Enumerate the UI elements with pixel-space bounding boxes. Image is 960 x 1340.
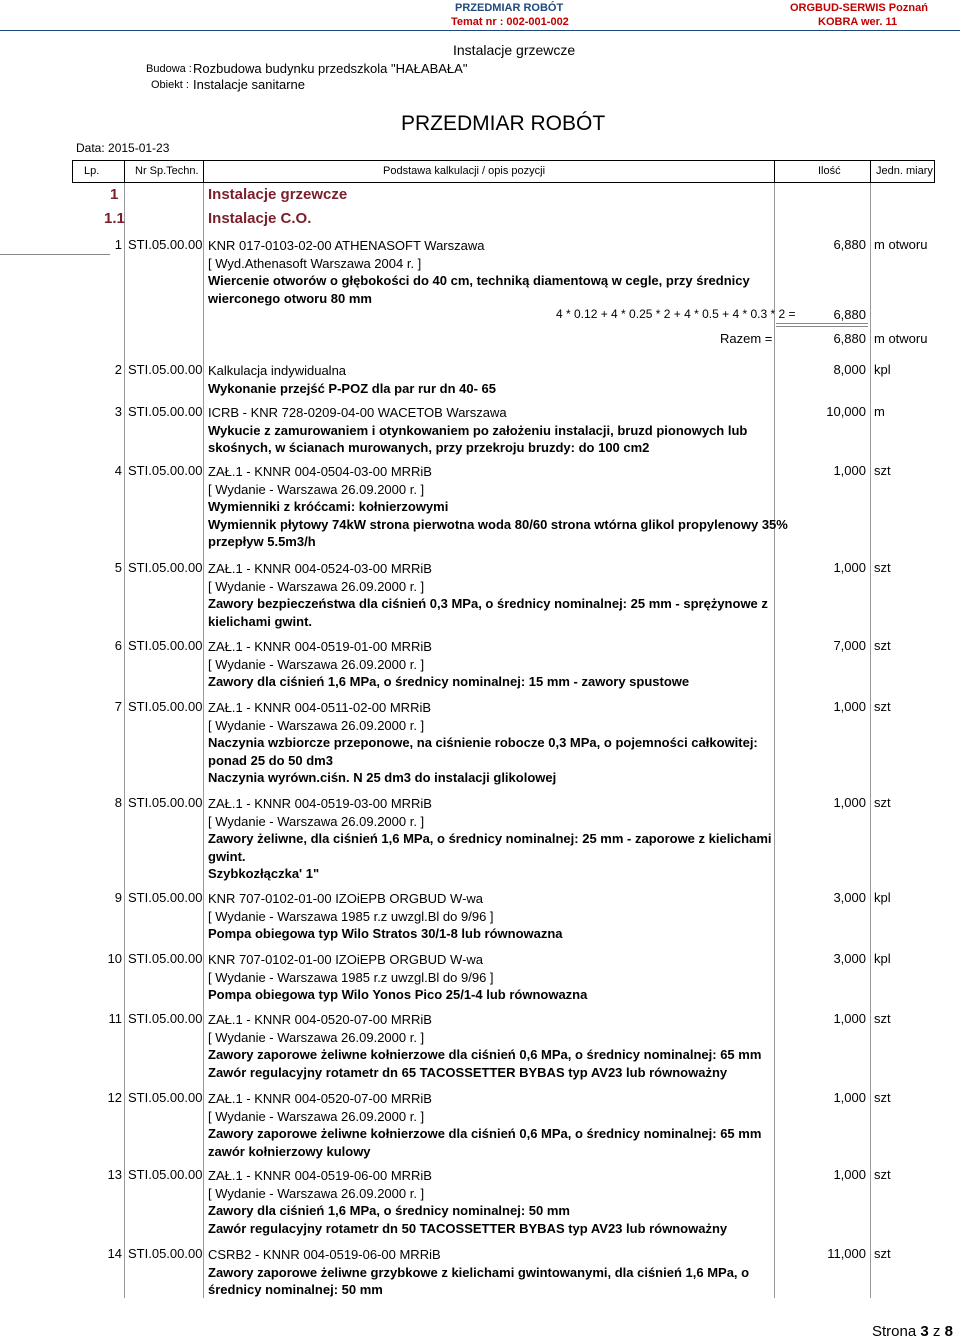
description-line: skośnych, w ścianach murowanych, przy przekroju bruzdy: do 100 cm2 — [208, 440, 650, 455]
item-description — [208, 951, 587, 1004]
item-description — [208, 1246, 749, 1299]
item-lp: 4 — [114, 463, 122, 478]
description-line: Kalkulacja indywidualna — [208, 363, 347, 378]
item-nr: STI.05.00.00 — [128, 951, 203, 966]
header-subject: Temat nr : 002-001-002 — [451, 16, 569, 28]
description-line: [ Wydanie - Warszawa 26.09.2000 r. ] — [208, 481, 425, 497]
description-line: [ Wydanie - Warszawa 26.09.2000 r. ] — [208, 1185, 425, 1201]
item-nr: STI.05.00.00 — [128, 404, 203, 419]
description-line: ICRB - KNR 728-0209-04-00 WACETOB Warszawa — [208, 405, 507, 420]
item-lp: 10 — [107, 951, 122, 966]
table-header-border — [72, 182, 934, 183]
col-lp-header: Lp. — [84, 165, 100, 177]
description-line: [ Wydanie - Warszawa 26.09.2000 r. ] — [208, 1029, 425, 1045]
description-line: CSRB2 - KNNR 004-0519-06-00 MRRiB — [208, 1247, 441, 1262]
calc-formula-value: 6,880 — [833, 307, 866, 322]
col-desc-header: Podstawa kalkulacji / opis pozycji — [383, 165, 546, 177]
item-description: KNR 017-0103-02-00 ATHENASOFT Warszawa [ Wyd.Athenasoft Warszawa 2004 r. ] Wiercenie otworów o głębokości do 40 cm, techniką diamentową w cegle, przy średnicy wierconego otworu 80 mm — [208, 238, 750, 306]
description-line: [ Wydanie - Warszawa 1985 r.z uwzgl.Bl do 9/96 ] — [208, 908, 494, 924]
description-line: Zawory zaporowe żeliwne grzybkowe z kielichami gwintowanymi, dla ciśnień 1,6 MPa, o — [208, 1264, 750, 1280]
description-line: ponad 25 do 50 dm3 — [208, 752, 333, 768]
description-line: [ Wydanie - Warszawa 26.09.2000 r. ] — [208, 656, 425, 672]
budowa-value: Rozbudowa budynku przedszkola "HAŁABAŁA" — [193, 61, 468, 76]
item-unit: szt — [874, 638, 891, 653]
item-unit: szt — [874, 1011, 891, 1026]
description-line: KNR 707-0102-01-00 IZOiEPB ORGBUD W-wa — [208, 891, 484, 906]
item-lp: 1 — [114, 237, 122, 252]
date: Data: 2015-01-23 — [76, 141, 170, 155]
item-nr: STI.05.00.00 — [128, 560, 203, 575]
item-quantity: 7,000 — [833, 638, 866, 653]
item-unit: szt — [874, 795, 891, 810]
description-line: [ Wydanie - Warszawa 26.09.2000 r. ] — [208, 1108, 425, 1124]
description-line: Zawory dla ciśnień 1,6 MPa, o średnicy nominalnej: 15 mm - zawory spustowe — [208, 674, 690, 689]
item-description — [208, 560, 768, 630]
header-divider — [0, 30, 960, 31]
description-line: [ Wydanie - Warszawa 26.09.2000 r. ] — [208, 578, 425, 594]
description-line: Zawór regulacyjny rotametr dn 65 TACOSSETTER BYBAS typ AV23 lub równoważny — [208, 1064, 728, 1080]
description-line: ZAŁ.1 - KNNR 004-0520-07-00 MRRiB — [208, 1012, 432, 1027]
item-lp: 12 — [107, 1090, 122, 1105]
description-line: ZAŁ.1 - KNNR 004-0519-06-00 MRRiB — [208, 1168, 432, 1183]
description-line: [ Wydanie - Warszawa 26.09.2000 r. ] — [208, 813, 425, 829]
description-line: Pompa obiegowa typ Wilo Stratos 30/1-8 lub równowazna — [208, 926, 563, 941]
item-unit: kpl — [874, 890, 891, 905]
razem-unit: m otworu — [874, 331, 928, 346]
subchapter-title: Instalacje C.O. — [208, 210, 312, 227]
item-nr: STI.05.00.00 — [128, 1167, 203, 1182]
obiekt-label: Obiekt : — [151, 79, 189, 91]
item-unit: kpl — [874, 951, 891, 966]
table-top-border — [72, 160, 934, 161]
item-lp: 11 — [108, 1011, 122, 1026]
item-lp: 8 — [114, 795, 122, 810]
item-unit: szt — [874, 463, 891, 478]
item-lp: 9 — [114, 890, 122, 905]
item-unit: szt — [874, 1167, 891, 1182]
item-unit: kpl — [874, 362, 891, 377]
header-company: ORGBUD-SERWIS Poznań — [790, 2, 928, 14]
item-lp: 14 — [107, 1246, 122, 1261]
description-line: [ Wydanie - Warszawa 26.09.2000 r. ] — [208, 717, 425, 733]
main-title: PRZEDMIAR ROBÓT — [401, 112, 606, 135]
item-quantity: 8,000 — [833, 362, 866, 377]
description-line: Wymienniki z króćcami: kołnierzowymi — [208, 499, 449, 514]
description-line: [ Wydanie - Warszawa 1985 r.z uwzgl.Bl do 9/96 ] — [208, 969, 494, 985]
chapter-title: Instalacje grzewcze — [208, 186, 348, 203]
item-description — [208, 1011, 761, 1081]
item-lp: 13 — [107, 1167, 122, 1182]
item-quantity: 11,000 — [827, 1246, 866, 1261]
description-line: Naczynia wyrówn.ciśn. N 25 dm3 do instalacji glikolowej — [208, 770, 557, 785]
description-line: Wykucie z zamurowaniem i otynkowaniem po założeniu instalacji, bruzd pionowych lub — [208, 422, 748, 438]
item-description — [208, 699, 758, 787]
item-quantity: 1,000 — [833, 560, 866, 575]
description-line: ZAŁ.1 - KNNR 004-0524-03-00 MRRiB — [208, 561, 432, 576]
description-line: ZAŁ.1 - KNNR 004-0511-02-00 MRRiB — [208, 700, 432, 715]
item-description — [208, 362, 496, 397]
item-nr: STI.05.00.00 — [128, 795, 203, 810]
description-line: Pompa obiegowa typ Wilo Yonos Pico 25/1-4 lub równowazna — [208, 987, 588, 1002]
col-qty-header: Ilość — [818, 165, 841, 177]
item-quantity: 1,000 — [833, 1011, 866, 1026]
header-title: PRZEDMIAR ROBÓT — [455, 2, 564, 14]
description-line: średnicy nominalnej: 50 mm — [208, 1282, 383, 1297]
item-description — [208, 638, 689, 691]
item-unit: szt — [874, 699, 891, 714]
item-lp: 3 — [114, 404, 122, 419]
subchapter-number: 1.1 — [104, 210, 125, 227]
header-version: KOBRA wer. 11 — [818, 16, 898, 28]
description-line: Zawory bezpieczeństwa dla ciśnień 0,3 MPa, o średnicy nominalnej: 25 mm - sprężynowe z — [208, 596, 768, 611]
item-nr: STI.05.00.00 — [128, 237, 203, 252]
description-line: Zawory żeliwne, dla ciśnień 1,6 MPa, o średnicy nominalnej: 25 mm - zaporowe z kielichami — [208, 831, 772, 846]
item-quantity: 10,000 — [826, 404, 866, 419]
description-line: Wykonanie przejść P-POZ dla par rur dn 40- 65 — [208, 380, 497, 396]
item-description — [208, 1090, 761, 1160]
item-description — [208, 463, 788, 551]
item-unit: szt — [874, 1246, 891, 1261]
description-line: ZAŁ.1 - KNNR 004-0504-03-00 MRRiB — [208, 464, 432, 479]
item-lp: 5 — [114, 560, 122, 575]
item-description — [208, 1167, 727, 1237]
item-description — [208, 890, 563, 943]
col-unit-header: Jedn. miary — [876, 165, 933, 177]
item-quantity: 6,880 — [833, 237, 866, 252]
item-quantity: 1,000 — [833, 1167, 866, 1182]
item-nr: STI.05.00.00 — [128, 1246, 203, 1261]
section-title: Instalacje grzewcze — [453, 42, 576, 58]
description-line: ZAŁ.1 - KNNR 004-0519-01-00 MRRiB — [208, 639, 432, 654]
description-line: Zawór regulacyjny rotametr dn 50 TACOSSETTER BYBAS typ AV23 lub równoważny — [208, 1220, 728, 1236]
description-line: kielichami gwint. — [208, 613, 313, 629]
item-nr: STI.05.00.00 — [128, 362, 203, 377]
budowa-label: Budowa : — [146, 63, 192, 75]
description-line: Zawory dla ciśnień 1,6 MPa, o średnicy nominalnej: 50 mm — [208, 1203, 570, 1218]
page-indicator: Strona 3 z 8 — [872, 1323, 953, 1340]
item-lp: 2 — [114, 362, 122, 377]
item-quantity: 1,000 — [833, 1090, 866, 1105]
col-nr-header: Nr Sp.Techn. — [135, 165, 199, 177]
description-line: gwint. — [208, 848, 246, 864]
item-lp: 6 — [114, 638, 122, 653]
chapter-number: 1 — [110, 186, 119, 203]
item-unit: m — [874, 404, 885, 419]
description-line: Zawory zaporowe żeliwne kołnierzowe dla ciśnień 0,6 MPa, o średnicy nominalnej: 65 mm — [208, 1126, 762, 1141]
description-line: ZAŁ.1 - KNNR 004-0519-03-00 MRRiB — [208, 796, 432, 811]
description-line: Zawory zaporowe żeliwne kołnierzowe dla ciśnień 0,6 MPa, o średnicy nominalnej: 65 mm — [208, 1047, 762, 1062]
item-quantity: 3,000 — [833, 890, 866, 905]
item-lp: 7 — [114, 699, 122, 714]
item-unit: m otworu — [874, 237, 928, 252]
item-nr: STI.05.00.00 — [128, 1090, 203, 1105]
item-nr: STI.05.00.00 — [128, 890, 203, 905]
description-line: Wymiennik płytowy 74kW strona pierwotna woda 80/60 strona wtórna glikol propylenowy 35% — [208, 516, 788, 532]
description-line: zawór kołnierzowy kulowy — [208, 1143, 371, 1159]
razem-value: 6,880 — [833, 331, 866, 346]
item-nr: STI.05.00.00 — [128, 638, 203, 653]
item-quantity: 1,000 — [833, 463, 866, 478]
description-line: Szybkozłączka' 1" — [208, 866, 320, 881]
item-description — [208, 404, 747, 457]
razem-label: Razem = — [720, 331, 773, 346]
item-unit: szt — [874, 560, 891, 575]
description-line: przepływ 5.5m3/h — [208, 534, 316, 549]
calc-formula: 4 * 0.12 + 4 * 0.25 * 2 + 4 * 0.5 + 4 * 0.3 * 2 = — [556, 307, 796, 321]
item-description — [208, 795, 772, 883]
description-line: KNR 707-0102-01-00 IZOiEPB ORGBUD W-wa — [208, 952, 484, 967]
description-line: ZAŁ.1 - KNNR 004-0520-07-00 MRRiB — [208, 1091, 432, 1106]
item-quantity: 3,000 — [833, 951, 866, 966]
description-line: Naczynia wzbiorcze przeponowe, na ciśnienie robocze 0,3 MPa, o pojemności całkowitej: — [208, 735, 758, 750]
item-nr: STI.05.00.00 — [128, 699, 203, 714]
item-nr: STI.05.00.00 — [128, 463, 203, 478]
item-unit: szt — [874, 1090, 891, 1105]
item-quantity: 1,000 — [833, 795, 866, 810]
obiekt-value: Instalacje sanitarne — [193, 77, 306, 92]
item-quantity: 1,000 — [833, 699, 866, 714]
item-nr: STI.05.00.00 — [128, 1011, 203, 1026]
